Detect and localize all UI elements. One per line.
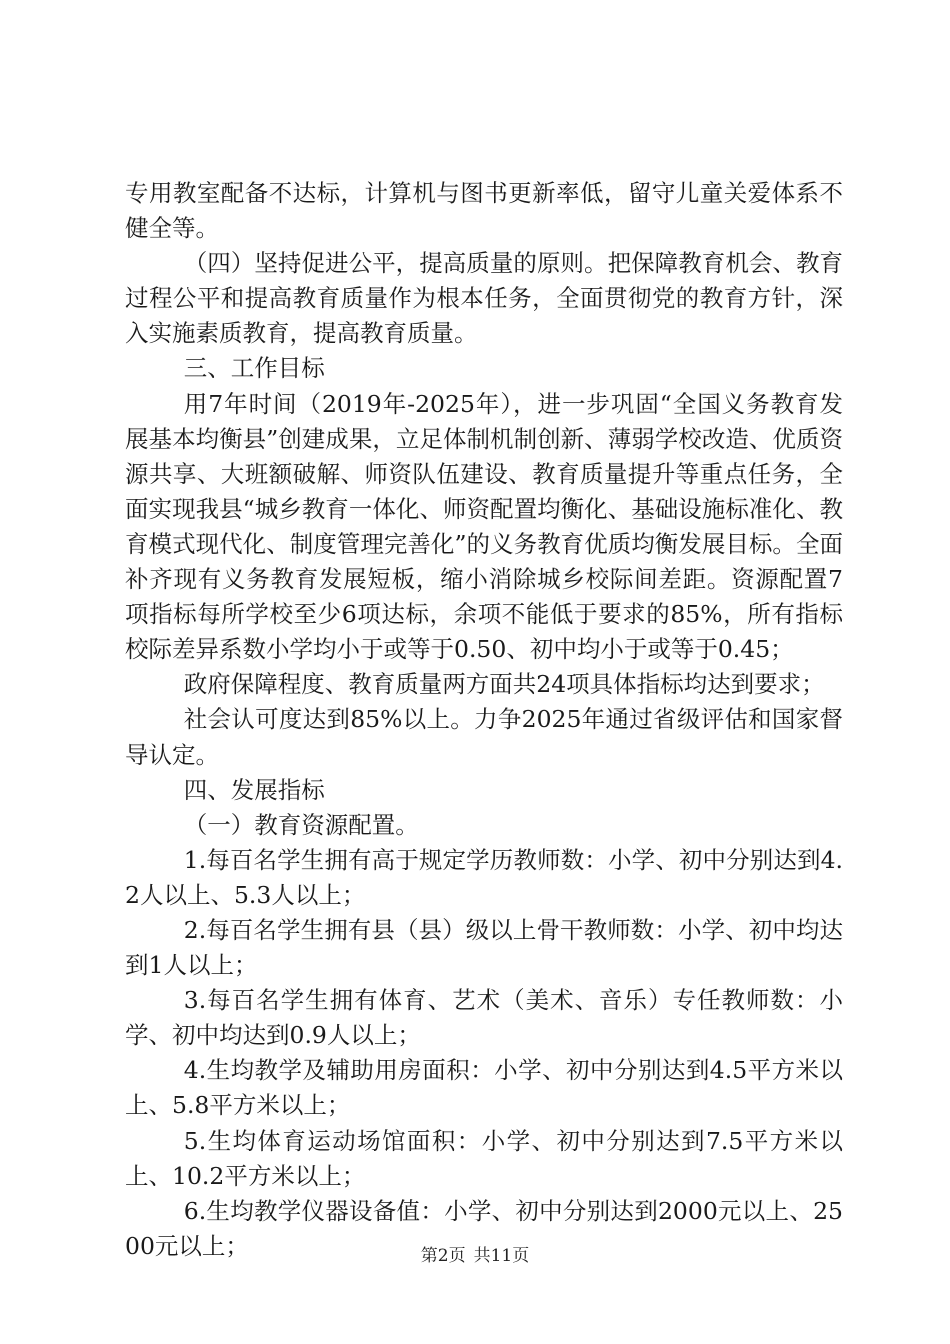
paragraph-1: 专用教室配备不达标，计算机与图书更新率低，留守儿童关爱体系不健全等。 [125,179,843,243]
paragraph-6: 社会认可度达到85%以上。力争2025年通过省级评估和国家督导认定。 [125,705,843,769]
document-body [125,176,843,1264]
indicator-item-5: 5.生均体育运动场馆面积：小学、初中分别达到7.5平方米以上、10.2平方米以上； [125,1126,843,1190]
indicator-item-6: 6.生均教学仪器设备值：小学、初中分别达到2000元以上、2500元以上； [125,1196,843,1260]
indicator-item-3: 3.每百名学生拥有体育、艺术（美术、音乐）专任教师数：小学、初中均达到0.9人以上； [125,986,843,1050]
indicator-item-4: 4.生均教学及辅助用房面积：小学、初中分别达到4.5平方米以上、5.8平方米以上； [125,1056,843,1120]
subsection-heading-resource-allocation: （一）教育资源配置。 [183,810,419,839]
indicator-item-1: 1.每百名学生拥有高于规定学历教师数：小学、初中分别达到4.2人以上、5.3人以上； [125,845,843,909]
page-footer [0,1245,950,1267]
indicator-item-2: 2.每百名学生拥有县（县）级以上骨干教师数：小学、初中均达到1人以上； [125,915,843,980]
paragraph-5: 政府保障程度、教育质量两方面共24项具体指标均达到要求； [183,670,825,699]
page-total: 共11页 [473,1246,530,1266]
section-heading-work-goals: 三、工作目标 [183,354,325,383]
paragraph-2: （四）坚持促进公平，提高质量的原则。把保障教育机会、教育过程公平和提高教育质量作为根本任务，全面贯彻党的教育方针，深入实施素质教育，提高教育质量。 [125,249,843,348]
paragraph-4: 用7年时间（2019年-2025年），进一步巩固“全国义务教育发展基本均衡县”创建成果，立足体制机制创新、薄弱学校改造、优质资源共享、大班额破解、师资队伍建设、教育质量提升等重点任务，全面实现我县“城乡教育一体化、师资配置均衡化、基础设施标准化、教育模式现代化、制度管理完善化”的义务教育优质均衡发展目标。全面补齐现有义务教育发展短板，缩小消除城乡校际间差距。资源配置7项指标每所学校至少6项达标，余项不能低于要求的85%，所有指标校际差异系数小学均小于或等于0.50、初中均小于或等于0.45； [125,389,843,664]
page-number: 第2页 [420,1246,466,1266]
section-heading-development-indicators: 四、发展指标 [183,775,325,804]
